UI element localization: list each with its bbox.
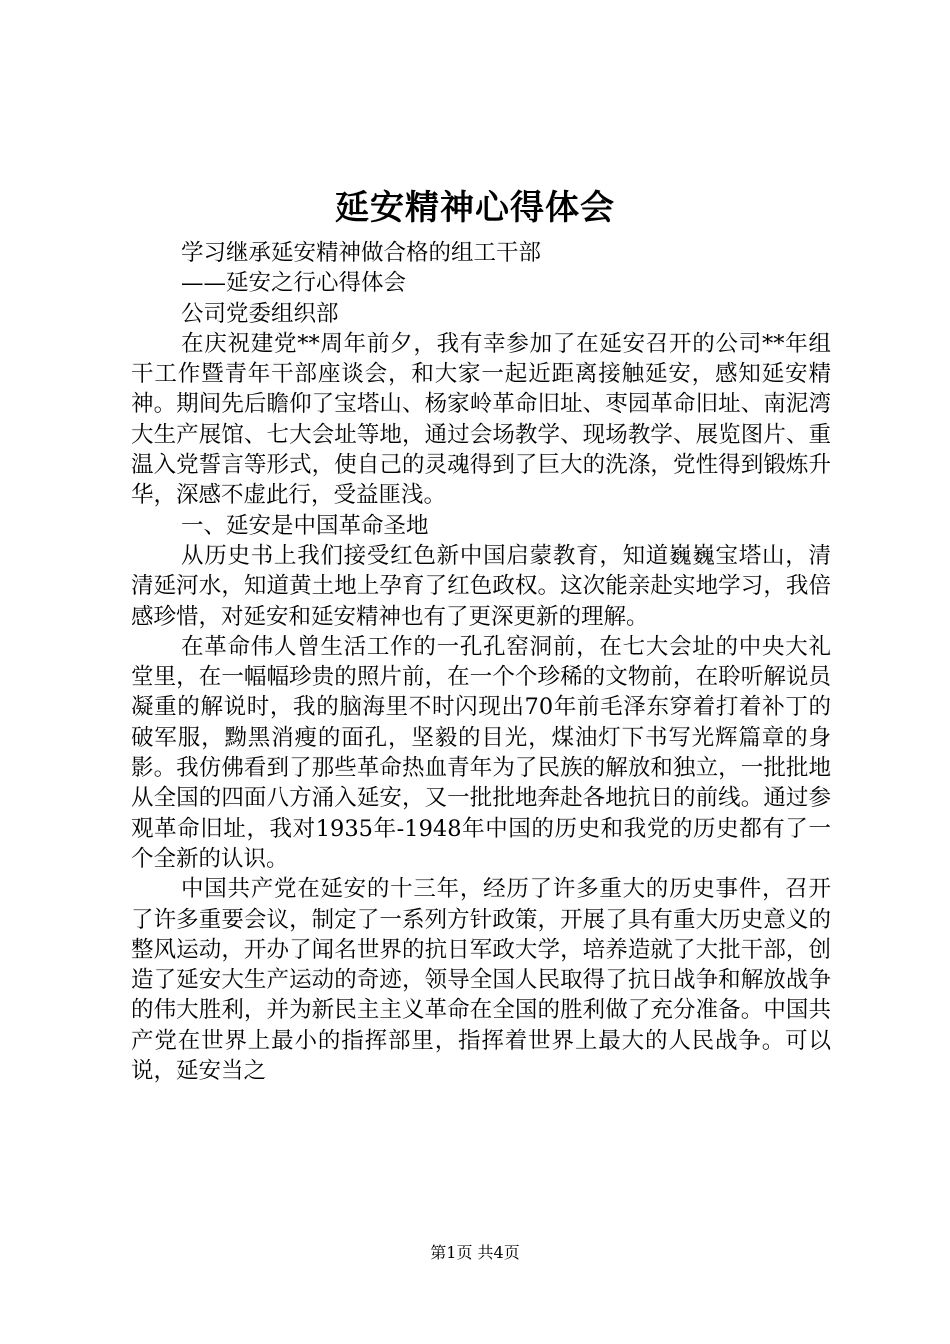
document-body (131, 238, 831, 1086)
body-paragraph: 中国共产党在延安的十三年，经历了许多重大的历史事件，召开了许多重要会议，制定了一系列方针政策，开展了具有重大历史意义的整风运动，开办了闻名世界的抗日军政大学，培养造就了大批干部，创造了延安大生产运动的奇迹，领导全国人民取得了抗日战争和解放战争的伟大胜利，并为新民主主义革命在全国的胜利做了充分准备。中国共产党在世界上最小的指挥部里，指挥着世界上最大的人民战争。可以说，延安当之 (131, 876, 831, 1085)
page-number-footer: 第1页 共4页 (430, 1243, 520, 1262)
section-heading: 一、延安是中国革命圣地 (181, 512, 429, 539)
subtitle-note: ——延安之行心得体会 (181, 270, 407, 297)
body-paragraph: 在庆祝建党**周年前夕，我有幸参加了在延安召开的公司**年组干工作暨青年干部座谈会，和大家一起近距离接触延安，感知延安精神。期间先后瞻仰了宝塔山、杨家岭革命旧址、枣园革命旧址、南泥湾大生产展馆、七大会址等地，通过会场教学、现场教学、展览图片、重温入党誓言等形式，使自己的灵魂得到了巨大的洗涤，党性得到锻炼升华，深感不虚此行，受益匪浅。 (131, 330, 831, 509)
author-department: 公司党委组织部 (181, 300, 339, 327)
body-paragraph: 在革命伟人曾生活工作的一孔孔窑洞前，在七大会址的中央大礼堂里，在一幅幅珍贵的照片前，在一个个珍稀的文物前，在聆听解说员凝重的解说时，我的脑海里不时闪现出70年前毛泽东穿着打着补丁的破军服，黝黑消瘦的面孔，坚毅的目光，煤油灯下书写光辉篇章的身影。我仿佛看到了那些革命热血青年为了民族的解放和独立，一批批地从全国的四面八方涌入延安，又一批批地奔赴各地抗日的前线。通过参观革命旧址，我对1935年-1948年中国的历史和我党的历史都有了一个全新的认识。 (131, 633, 831, 872)
body-paragraph: 从历史书上我们接受红色新中国启蒙教育，知道巍巍宝塔山，清清延河水，知道黄土地上孕育了红色政权。这次能亲赴实地学习，我倍感珍惜，对延安和延安精神也有了更深更新的理解。 (131, 542, 831, 630)
document-title: 延安精神心得体会 (335, 188, 615, 228)
subtitle: 学习继承延安精神做合格的组工干部 (181, 240, 542, 266)
